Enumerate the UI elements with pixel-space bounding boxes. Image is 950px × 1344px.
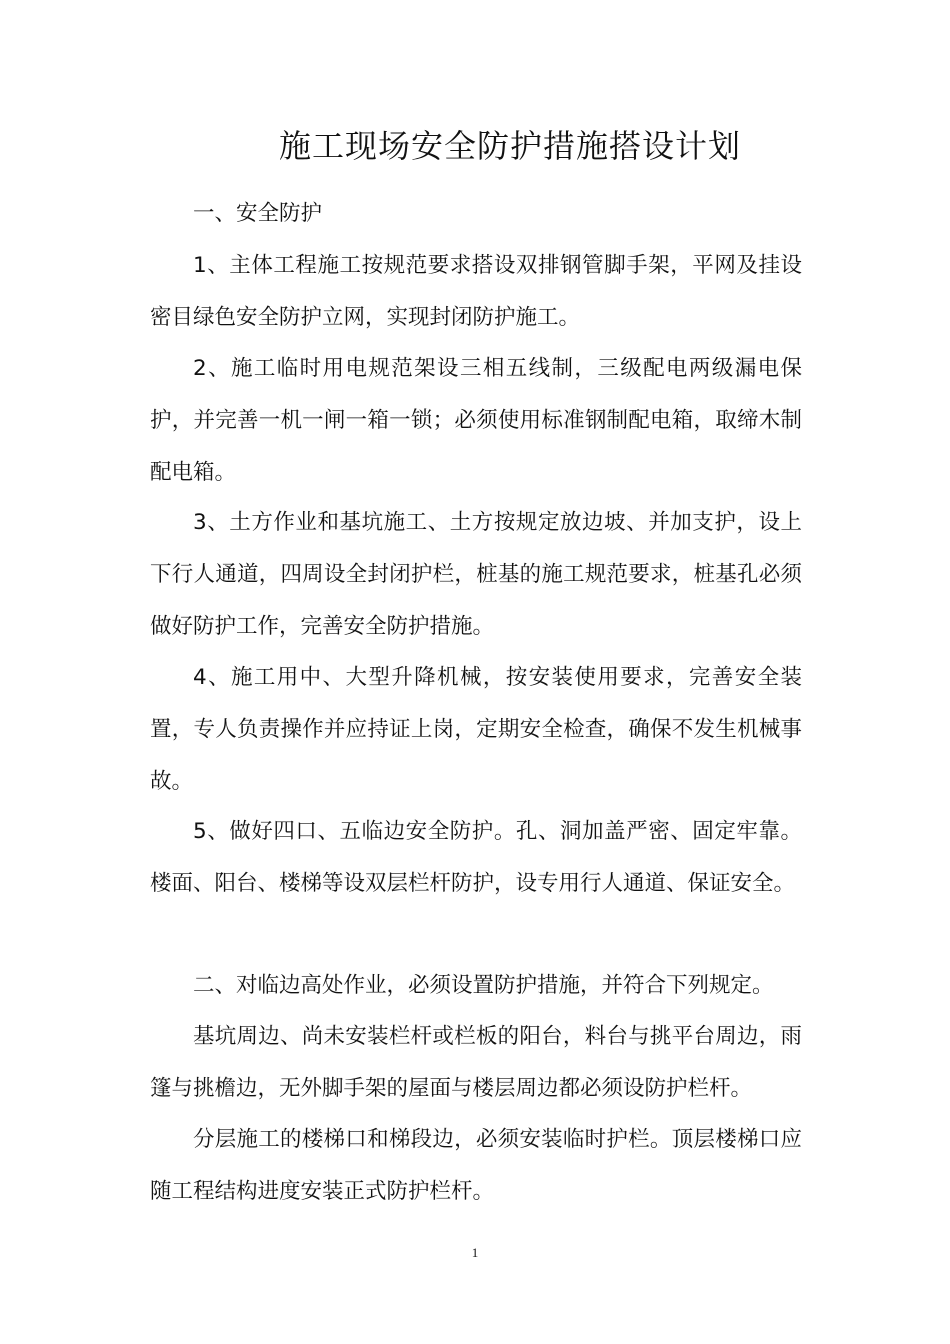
paragraph-item-5: 5、做好四口、五临边安全防护。孔、洞加盖严密、固定牢靠。楼面、阳台、楼梯等设双层栏杆防护，设专用行人通道、保证安全。 (150, 819, 802, 896)
page-number: 1 (471, 1245, 479, 1260)
paragraph-item-4: 4、施工用中、大型升降机械，按安装使用要求，完善安全装置，专人负责操作并应持证上岗，定期安全检查，确保不发生机械事故。 (150, 665, 802, 794)
paragraph-item-2: 2、施工临时用电规范架设三相五线制，三级配电两级漏电保护，并完善一机一闸一箱一锁；必须使用标准钢制配电箱，取缔木制配电箱。 (150, 356, 802, 485)
document-title: 施工现场安全防护措施搭设计划 (278, 127, 741, 165)
section-heading-safety-protection: 一、安全防护 (193, 201, 323, 226)
paragraph-edge-railings: 基坑周边、尚未安装栏杆或栏板的阳台，料台与挑平台周边，雨篷与挑檐边，无外脚手架的屋面与楼层周边都必须设防护栏杆。 (150, 1024, 802, 1101)
paragraph-item-3: 3、土方作业和基坑施工、土方按规定放边坡、并加支护，设上下行人通道，四周设全封闭护栏，桩基的施工规范要求，桩基孔必须做好防护工作，完善安全防护措施。 (150, 510, 802, 639)
section-heading-edge-work: 二、对临边高处作业，必须设置防护措施，并符合下列规定。 (193, 973, 774, 998)
paragraph-stair-railings: 分层施工的楼梯口和梯段边，必须安装临时护栏。顶层楼梯口应随工程结构进度安装正式防护栏杆。 (150, 1127, 802, 1204)
paragraph-item-1: 1、主体工程施工按规范要求搭设双排钢管脚手架，平网及挂设密目绿色安全防护立网，实现封闭防护施工。 (150, 253, 802, 330)
